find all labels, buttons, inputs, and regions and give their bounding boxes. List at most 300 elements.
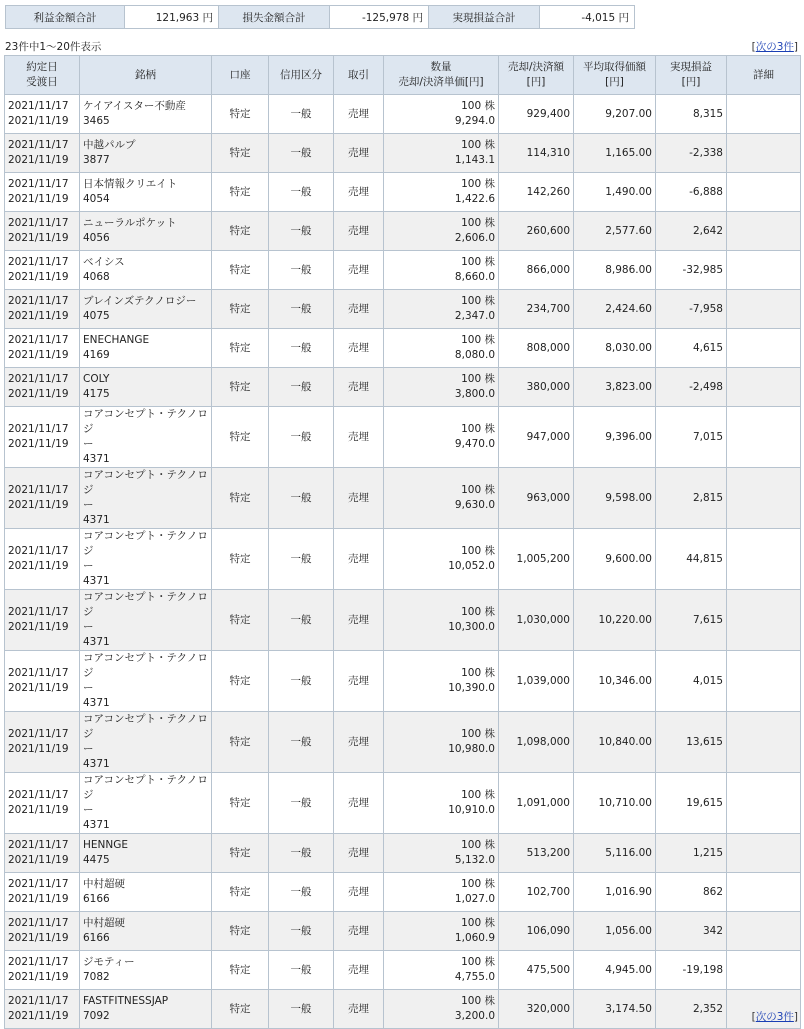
stock-code: 3877: [83, 154, 110, 166]
pnl-cell: -19,198: [656, 951, 727, 990]
account-cell: 特定: [212, 368, 269, 407]
pager-bottom: [次の3件]: [751, 1011, 798, 1023]
dates-cell: [5, 368, 80, 407]
quantity: 100 株: [461, 139, 495, 151]
name-cell: [80, 590, 212, 651]
sale-amount-cell: 1,098,000: [499, 712, 574, 773]
qty-cell: [384, 834, 499, 873]
qty-cell: [384, 951, 499, 990]
table-row: [5, 773, 801, 834]
unit-price: 10,052.0: [448, 560, 495, 572]
pnl-cell: -32,985: [656, 251, 727, 290]
avg-cost-cell: 10,840.00: [574, 712, 656, 773]
avg-cost-cell: 8,030.00: [574, 329, 656, 368]
stock-code: 7092: [83, 1010, 110, 1022]
settle-date: 2021/11/19: [8, 388, 69, 400]
trade-cell: 売埋: [334, 773, 384, 834]
avg-cost-cell: 2,424.60: [574, 290, 656, 329]
account-cell: 特定: [212, 407, 269, 468]
qty-cell: [384, 712, 499, 773]
dates-cell: [5, 651, 80, 712]
table-row: [5, 951, 801, 990]
quantity: 100 株: [461, 484, 495, 496]
stock-code: 6166: [83, 932, 110, 944]
pnl-cell: 2,352: [656, 990, 727, 1029]
stock-name: FASTFITNESSJAP: [83, 995, 169, 1007]
qty-cell: [384, 212, 499, 251]
avg-cost-cell: 5,116.00: [574, 834, 656, 873]
table-row: [5, 912, 801, 951]
name-cell: [80, 951, 212, 990]
trade-date: 2021/11/17: [8, 178, 69, 190]
trade-date: 2021/11/17: [8, 917, 69, 929]
detail-cell: [727, 251, 801, 290]
trade-date: 2021/11/17: [8, 256, 69, 268]
avg-cost-cell: 3,823.00: [574, 368, 656, 407]
dates-cell: [5, 590, 80, 651]
dates-cell: [5, 251, 80, 290]
stock-code: 4056: [83, 232, 110, 244]
next-3-link-top[interactable]: 次の3件: [755, 41, 794, 53]
dates-cell: [5, 468, 80, 529]
stock-code: 4371: [83, 819, 110, 831]
qty-cell: [384, 368, 499, 407]
quantity: 100 株: [461, 728, 495, 740]
realized-total-label: 実現損益合計: [429, 6, 540, 29]
name-cell: [80, 468, 212, 529]
unit-price: 9,294.0: [454, 115, 495, 127]
sale-amount-cell: 866,000: [499, 251, 574, 290]
pager-top: [次の3件]: [751, 41, 798, 53]
sale-amount-cell: 1,005,200: [499, 529, 574, 590]
quantity: 100 株: [461, 295, 495, 307]
avg-cost-cell: 1,016.90: [574, 873, 656, 912]
result-count: 23件中1～20件表示: [5, 41, 102, 53]
detail-cell: [727, 951, 801, 990]
trade-date: 2021/11/17: [8, 373, 69, 385]
detail-cell: [727, 651, 801, 712]
pnl-cell: -6,888: [656, 173, 727, 212]
settle-date: 2021/11/19: [8, 893, 69, 905]
qty-cell: [384, 773, 499, 834]
account-cell: 特定: [212, 590, 269, 651]
qty-cell: [384, 251, 499, 290]
stock-code: 4371: [83, 758, 110, 770]
trade-cell: 売埋: [334, 590, 384, 651]
stock-code: 4068: [83, 271, 110, 283]
settle-date: 2021/11/19: [8, 743, 69, 755]
qty-cell: [384, 873, 499, 912]
unit-price: 2,347.0: [454, 310, 495, 322]
avg-cost-cell: 8,986.00: [574, 251, 656, 290]
unit-price: 1,143.1: [454, 154, 495, 166]
stock-code: 4169: [83, 349, 110, 361]
dates-cell: [5, 834, 80, 873]
credit-cell: 一般: [269, 173, 334, 212]
detail-cell: [727, 468, 801, 529]
stock-name: ジモティー: [83, 956, 135, 968]
trade-date: 2021/11/17: [8, 545, 69, 557]
name-cell: [80, 873, 212, 912]
avg-cost-cell: 1,165.00: [574, 134, 656, 173]
trade-cell: 売埋: [334, 212, 384, 251]
trade-date: 2021/11/17: [8, 956, 69, 968]
settle-date: 2021/11/19: [8, 271, 69, 283]
unit-price: 1,422.6: [454, 193, 495, 205]
trade-cell: 売埋: [334, 951, 384, 990]
stock-name: ケイアイスター不動産: [83, 100, 186, 112]
header-avg: 平均取得価額 [円]: [574, 56, 656, 95]
detail-cell: [727, 95, 801, 134]
table-row: [5, 368, 801, 407]
settle-date: 2021/11/19: [8, 1010, 69, 1022]
avg-cost-cell: 9,207.00: [574, 95, 656, 134]
settle-date: 2021/11/19: [8, 560, 69, 572]
header-name: 銘柄: [80, 56, 212, 95]
quantity: 100 株: [461, 100, 495, 112]
name-cell: [80, 990, 212, 1029]
pnl-cell: -7,958: [656, 290, 727, 329]
unit-price: 9,470.0: [454, 438, 495, 450]
detail-cell: [727, 873, 801, 912]
stock-code: 4371: [83, 575, 110, 587]
stock-code: 4371: [83, 514, 110, 526]
stock-name-cont: ー: [83, 438, 94, 450]
stock-name: COLY: [83, 373, 110, 385]
unit-price: 8,080.0: [454, 349, 495, 361]
account-cell: 特定: [212, 468, 269, 529]
account-cell: 特定: [212, 712, 269, 773]
trade-cell: 売埋: [334, 834, 384, 873]
credit-cell: 一般: [269, 590, 334, 651]
table-row: [5, 712, 801, 773]
trade-date: 2021/11/17: [8, 839, 69, 851]
quantity: 100 株: [461, 373, 495, 385]
credit-cell: 一般: [269, 912, 334, 951]
quantity: 100 株: [461, 917, 495, 929]
pnl-cell: 7,615: [656, 590, 727, 651]
dates-cell: [5, 329, 80, 368]
credit-cell: 一般: [269, 773, 334, 834]
stock-name: コアコンセプト・テクノロジ: [83, 652, 208, 679]
profit-total-label: 利益金額合計: [6, 6, 125, 29]
detail-cell: [727, 212, 801, 251]
unit-price: 3,800.0: [454, 388, 495, 400]
trade-date: 2021/11/17: [8, 728, 69, 740]
stock-name: コアコンセプト・テクノロジ: [83, 591, 208, 618]
unit-price: 4,755.0: [454, 971, 495, 983]
dates-cell: [5, 290, 80, 329]
stock-name-cont: ー: [83, 804, 94, 816]
account-cell: 特定: [212, 329, 269, 368]
account-cell: 特定: [212, 951, 269, 990]
trade-cell: 売埋: [334, 368, 384, 407]
sale-amount-cell: 947,000: [499, 407, 574, 468]
quantity: 100 株: [461, 789, 495, 801]
dates-cell: [5, 951, 80, 990]
quantity: 100 株: [461, 256, 495, 268]
avg-cost-cell: 10,346.00: [574, 651, 656, 712]
table-row: [5, 651, 801, 712]
name-cell: [80, 912, 212, 951]
stock-code: 4075: [83, 310, 110, 322]
sale-amount-cell: 102,700: [499, 873, 574, 912]
pnl-cell: 19,615: [656, 773, 727, 834]
unit-price: 1,060.9: [454, 932, 495, 944]
unit-price: 5,132.0: [454, 854, 495, 866]
detail-cell: [727, 834, 801, 873]
settle-date: 2021/11/19: [8, 310, 69, 322]
credit-cell: 一般: [269, 529, 334, 590]
settle-date: 2021/11/19: [8, 232, 69, 244]
settle-date: 2021/11/19: [8, 115, 69, 127]
header-sale: 売却/決済額 [円]: [499, 56, 574, 95]
trade-cell: 売埋: [334, 329, 384, 368]
quantity: 100 株: [461, 423, 495, 435]
credit-cell: 一般: [269, 134, 334, 173]
table-row: [5, 173, 801, 212]
table-header: [5, 56, 801, 95]
settle-date: 2021/11/19: [8, 499, 69, 511]
pnl-cell: 44,815: [656, 529, 727, 590]
detail-cell: [727, 529, 801, 590]
sale-amount-cell: 1,091,000: [499, 773, 574, 834]
account-cell: 特定: [212, 134, 269, 173]
sale-amount-cell: 142,260: [499, 173, 574, 212]
name-cell: [80, 329, 212, 368]
trade-date: 2021/11/17: [8, 878, 69, 890]
dates-cell: [5, 912, 80, 951]
settle-date: 2021/11/19: [8, 154, 69, 166]
trade-date: 2021/11/17: [8, 667, 69, 679]
stock-code: 3465: [83, 115, 110, 127]
trade-cell: 売埋: [334, 468, 384, 529]
quantity: 100 株: [461, 995, 495, 1007]
name-cell: [80, 368, 212, 407]
table-row: [5, 590, 801, 651]
name-cell: [80, 251, 212, 290]
detail-cell: [727, 134, 801, 173]
table-row: [5, 329, 801, 368]
qty-cell: [384, 407, 499, 468]
account-cell: 特定: [212, 173, 269, 212]
quantity: 100 株: [461, 217, 495, 229]
avg-cost-cell: 3,174.50: [574, 990, 656, 1029]
name-cell: [80, 834, 212, 873]
credit-cell: 一般: [269, 95, 334, 134]
stock-code: 4371: [83, 453, 110, 465]
name-cell: [80, 212, 212, 251]
dates-cell: [5, 212, 80, 251]
sale-amount-cell: 114,310: [499, 134, 574, 173]
account-cell: 特定: [212, 651, 269, 712]
pnl-cell: 1,215: [656, 834, 727, 873]
trade-cell: 売埋: [334, 290, 384, 329]
quantity: 100 株: [461, 545, 495, 557]
stock-name: 中村超硬: [83, 878, 125, 890]
qty-cell: [384, 990, 499, 1029]
dates-cell: [5, 873, 80, 912]
pnl-cell: 4,015: [656, 651, 727, 712]
trade-date: 2021/11/17: [8, 789, 69, 801]
quantity: 100 株: [461, 606, 495, 618]
sale-amount-cell: 963,000: [499, 468, 574, 529]
qty-cell: [384, 468, 499, 529]
name-cell: [80, 290, 212, 329]
stock-name: HENNGE: [83, 839, 129, 851]
pnl-cell: 13,615: [656, 712, 727, 773]
table-row: [5, 212, 801, 251]
dates-cell: [5, 134, 80, 173]
trade-date: 2021/11/17: [8, 606, 69, 618]
sale-amount-cell: 808,000: [499, 329, 574, 368]
quantity: 100 株: [461, 839, 495, 851]
dates-cell: [5, 407, 80, 468]
name-cell: [80, 95, 212, 134]
credit-cell: 一般: [269, 251, 334, 290]
unit-price: 2,606.0: [454, 232, 495, 244]
settle-date: 2021/11/19: [8, 438, 69, 450]
sale-amount-cell: 929,400: [499, 95, 574, 134]
table-row: [5, 134, 801, 173]
header-trade: 取引: [334, 56, 384, 95]
account-cell: 特定: [212, 212, 269, 251]
sale-amount-cell: 320,000: [499, 990, 574, 1029]
account-cell: 特定: [212, 990, 269, 1029]
stock-code: 4175: [83, 388, 110, 400]
stock-code: 4371: [83, 697, 110, 709]
unit-price: 3,200.0: [454, 1010, 495, 1022]
stock-name: ニューラルポケット: [83, 217, 177, 229]
dates-cell: [5, 529, 80, 590]
trade-cell: 売埋: [334, 95, 384, 134]
account-cell: 特定: [212, 773, 269, 834]
trade-cell: 売埋: [334, 651, 384, 712]
stock-code: 4054: [83, 193, 110, 205]
dates-cell: [5, 95, 80, 134]
avg-cost-cell: 1,056.00: [574, 912, 656, 951]
account-cell: 特定: [212, 529, 269, 590]
table-row: [5, 834, 801, 873]
qty-cell: [384, 134, 499, 173]
sale-amount-cell: 106,090: [499, 912, 574, 951]
trade-cell: 売埋: [334, 407, 384, 468]
sale-amount-cell: 260,600: [499, 212, 574, 251]
table-row: [5, 873, 801, 912]
name-cell: [80, 651, 212, 712]
table-row: [5, 529, 801, 590]
stock-name-cont: ー: [83, 743, 94, 755]
header-qty: 数量 売却/決済単価[円]: [384, 56, 499, 95]
settle-date: 2021/11/19: [8, 349, 69, 361]
avg-cost-cell: 4,945.00: [574, 951, 656, 990]
stock-code: 6166: [83, 893, 110, 905]
loss-total-label: 損失金額合計: [219, 6, 330, 29]
credit-cell: 一般: [269, 212, 334, 251]
dates-cell: [5, 712, 80, 773]
trade-date: 2021/11/17: [8, 295, 69, 307]
account-cell: 特定: [212, 873, 269, 912]
stock-name: コアコンセプト・テクノロジ: [83, 713, 208, 740]
unit-price: 9,630.0: [454, 499, 495, 511]
avg-cost-cell: 10,710.00: [574, 773, 656, 834]
stock-name: コアコンセプト・テクノロジ: [83, 774, 208, 801]
stock-name-cont: ー: [83, 499, 94, 511]
avg-cost-cell: 9,598.00: [574, 468, 656, 529]
qty-cell: [384, 173, 499, 212]
stock-name: コアコンセプト・テクノロジ: [83, 469, 208, 496]
header-account: 口座: [212, 56, 269, 95]
quantity: 100 株: [461, 178, 495, 190]
table-row: [5, 290, 801, 329]
trade-cell: 売埋: [334, 873, 384, 912]
trade-date: 2021/11/17: [8, 100, 69, 112]
unit-price: 10,390.0: [448, 682, 495, 694]
detail-cell: [727, 912, 801, 951]
detail-cell: [727, 407, 801, 468]
name-cell: [80, 773, 212, 834]
credit-cell: 一般: [269, 951, 334, 990]
next-3-link-bottom[interactable]: 次の3件: [755, 1011, 794, 1023]
name-cell: [80, 529, 212, 590]
credit-cell: 一般: [269, 290, 334, 329]
credit-cell: 一般: [269, 873, 334, 912]
settle-date: 2021/11/19: [8, 193, 69, 205]
table-row: [5, 95, 801, 134]
trade-cell: 売埋: [334, 251, 384, 290]
detail-cell: [727, 712, 801, 773]
stock-name: 日本情報クリエイト: [83, 178, 178, 190]
avg-cost-cell: 9,600.00: [574, 529, 656, 590]
trade-history-table: [4, 55, 801, 1029]
trade-cell: 売埋: [334, 990, 384, 1029]
avg-cost-cell: 2,577.60: [574, 212, 656, 251]
stock-name: 中越パルプ: [83, 139, 136, 151]
credit-cell: 一般: [269, 834, 334, 873]
dates-cell: [5, 773, 80, 834]
realized-total-value: -4,015 円: [540, 6, 635, 29]
pnl-cell: 2,815: [656, 468, 727, 529]
trade-cell: 売埋: [334, 173, 384, 212]
stock-name: ブレインズテクノロジー: [83, 295, 197, 307]
unit-price: 10,910.0: [448, 804, 495, 816]
stock-name-cont: ー: [83, 682, 94, 694]
trade-date: 2021/11/17: [8, 423, 69, 435]
qty-cell: [384, 529, 499, 590]
settle-date: 2021/11/19: [8, 804, 69, 816]
trade-date: 2021/11/17: [8, 995, 69, 1007]
stock-name: コアコンセプト・テクノロジ: [83, 408, 208, 435]
sale-amount-cell: 1,030,000: [499, 590, 574, 651]
detail-cell: [727, 368, 801, 407]
trade-cell: 売埋: [334, 529, 384, 590]
sale-amount-cell: 513,200: [499, 834, 574, 873]
account-cell: 特定: [212, 290, 269, 329]
table-row: [5, 407, 801, 468]
dates-cell: [5, 990, 80, 1029]
credit-cell: 一般: [269, 990, 334, 1029]
account-cell: 特定: [212, 95, 269, 134]
stock-name-cont: ー: [83, 621, 94, 633]
detail-cell: [727, 329, 801, 368]
pnl-cell: 342: [656, 912, 727, 951]
unit-price: 8,660.0: [454, 271, 495, 283]
quantity: 100 株: [461, 667, 495, 679]
qty-cell: [384, 912, 499, 951]
dates-cell: [5, 173, 80, 212]
quantity: 100 株: [461, 878, 495, 890]
pnl-cell: 8,315: [656, 95, 727, 134]
